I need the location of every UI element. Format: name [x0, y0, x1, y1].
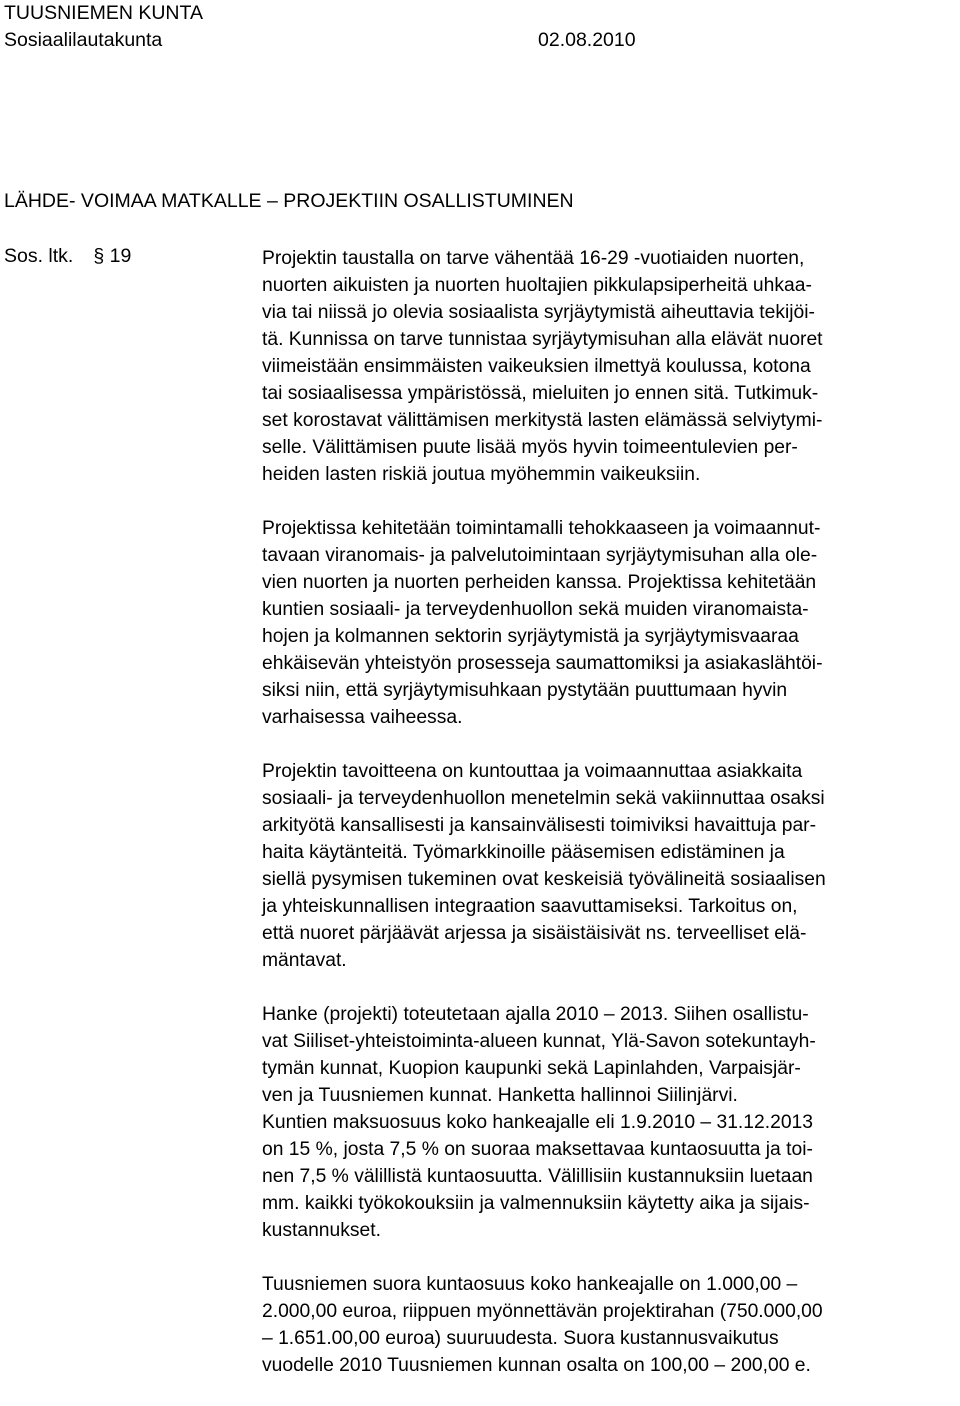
paragraph-line: nuorten aikuisten ja nuorten huoltajien pikkulapsiperheitä uhkaa- — [262, 275, 812, 296]
paragraph-line: tai sosiaalisessa ympäristössä, mieluiten jo ennen sitä. Tutkimuk- — [262, 383, 819, 404]
paragraph-line: ven ja Tuusniemen kunnat. Hanketta hallinnoi Siilinjärvi. — [262, 1085, 738, 1106]
paragraph-line: via tai niissä jo olevia sosiaalista syrjäytymistä aiheuttavia tekijöi- — [262, 302, 815, 323]
paragraph-line: siksi niin, että syrjäytymisuhkaan pystytään puuttumaan hyvin — [262, 680, 788, 701]
paragraph-line: Projektin tavoitteena on kuntouttaa ja voimaannuttaa asiakkaita — [262, 761, 803, 782]
paragraph-line: Tuusniemen suora kuntaosuus koko hankeajalle on 1.000,00 – — [262, 1274, 798, 1295]
body-paragraph — [262, 1001, 960, 1244]
paragraph-line: vuodelle 2010 Tuusniemen kunnan osalta on 100,00 – 200,00 e. — [262, 1355, 811, 1376]
paragraph-line: Projektissa kehitetään toimintamalli tehokkaaseen ja voimaannut- — [262, 518, 821, 539]
board-abbreviation: Sos. ltk. — [4, 245, 74, 267]
body-paragraph — [262, 1271, 960, 1379]
paragraph-line: arkityötä kansallisesti ja kansainvälisesti toimiviksi havaittuja par- — [262, 815, 817, 836]
document-header — [4, 0, 636, 54]
paragraph-line: set korostavat välittämisen merkitystä lasten elämässä selviytymi- — [262, 410, 823, 431]
body-paragraph — [262, 245, 960, 488]
paragraph-line: heiden lasten riskiä joutua myöhemmin vaikeuksiin. — [262, 464, 701, 485]
paragraph-line: haita käytänteitä. Työmarkkinoille pääsemisen edistäminen ja — [262, 842, 785, 863]
paragraph-line: ja yhteiskunnallisen integraation saavuttamiseksi. Tarkoitus on, — [262, 896, 798, 917]
paragraph-line: että nuoret pärjäävät arjessa ja sisäistäisivät ns. terveelliset elä- — [262, 923, 807, 944]
document-body — [262, 245, 960, 1406]
paragraph-line: 2.000,00 euroa, riippuen myönnettävän projektirahan (750.000,00 — [262, 1301, 823, 1322]
paragraph-line: viimeistään ensimmäisten vaikeuksien ilmettyä koulussa, kotona — [262, 356, 811, 377]
board-name: Sosiaalilautakunta — [4, 29, 163, 51]
paragraph-line: Hanke (projekti) toteutetaan ajalla 2010 – 2013. Siihen osallistu- — [262, 1004, 809, 1025]
municipality-name: TUUSNIEMEN KUNTA — [4, 2, 203, 24]
body-paragraph — [262, 758, 960, 974]
paragraph-line: vat Siiliset-yhteistoiminta-alueen kunnat, Ylä-Savon sotekuntayh- — [262, 1031, 816, 1052]
paragraph-line: kustannukset. — [262, 1220, 381, 1241]
paragraph-line: nen 7,5 % välillistä kuntaosuutta. Välillisiin kustannuksiin luetaan — [262, 1166, 813, 1187]
body-paragraph — [262, 515, 960, 731]
paragraph-line: hojen ja kolmannen sektorin syrjäytymistä ja syrjäytymisvaaraa — [262, 626, 799, 647]
section-number: § 19 — [93, 245, 132, 267]
paragraph-line: on 15 %, josta 7,5 % on suoraa maksettavaa kuntaosuutta ja toi- — [262, 1139, 813, 1160]
paragraph-line: – 1.651.00,00 euroa) suuruudesta. Suora kustannusvaikutus — [262, 1328, 779, 1349]
paragraph-line: tymän kunnat, Kuopion kaupunki sekä Lapinlahden, Varpaisjär- — [262, 1058, 801, 1079]
document-title: LÄHDE- VOIMAA MATKALLE – PROJEKTIIN OSALLISTUMINEN — [4, 190, 574, 212]
paragraph-line: mm. kaikki työkokouksiin ja valmennuksiin käytetty aika ja sijais- — [262, 1193, 810, 1214]
paragraph-line: varhaisessa vaiheessa. — [262, 707, 463, 728]
paragraph-line: selle. Välittämisen puute lisää myös hyvin toimeentulevien per- — [262, 437, 798, 458]
paragraph-line: mäntavat. — [262, 950, 347, 971]
paragraph-line: Kuntien maksuosuus koko hankeajalle eli 1.9.2010 – 31.12.2013 — [262, 1112, 813, 1133]
paragraph-line: kuntien sosiaali- ja terveydenhuollon sekä muiden viranomaista- — [262, 599, 809, 620]
section-reference — [4, 245, 131, 268]
paragraph-line: tä. Kunnissa on tarve tunnistaa syrjäytymisuhan alla elävät nuoret — [262, 329, 823, 350]
paragraph-line: sosiaali- ja terveydenhuollon menetelmin sekä vakiinnuttaa osaksi — [262, 788, 825, 809]
paragraph-line: ehkäisevän yhteistyön prosesseja saumattomiksi ja asiakaslähtöi- — [262, 653, 823, 674]
meeting-date: 02.08.2010 — [538, 29, 636, 51]
paragraph-line: siellä pysymisen tukeminen ovat keskeisiä työvälineitä sosiaalisen — [262, 869, 826, 890]
paragraph-line: vien nuorten ja nuorten perheiden kanssa. Projektissa kehitetään — [262, 572, 817, 593]
paragraph-line: Projektin taustalla on tarve vähentää 16-29 -vuotiaiden nuorten, — [262, 248, 805, 269]
paragraph-line: tavaan viranomais- ja palvelutoimintaan syrjäytymisuhan alla ole- — [262, 545, 818, 566]
